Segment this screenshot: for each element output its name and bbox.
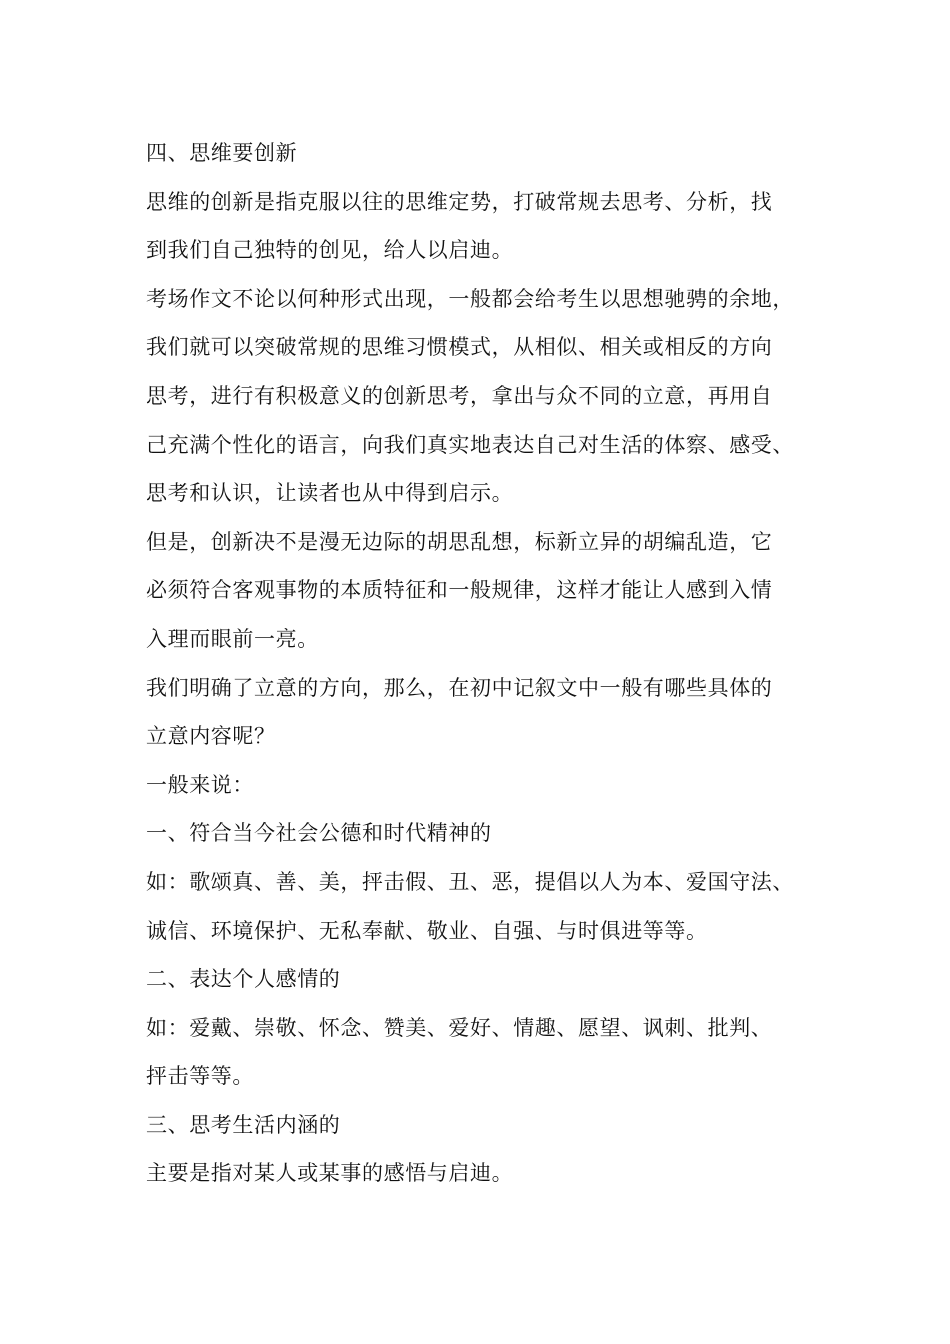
paragraph-line: 思考，进行有积极意义的创新思考，拿出与众不同的立意，再用自 xyxy=(146,383,773,408)
paragraph-line: 诚信、环境保护、无私奉献、敬业、自强、与时俱进等等。 xyxy=(146,918,708,943)
paragraph-line: 主要是指对某人或某事的感悟与启迪。 xyxy=(146,1161,514,1186)
paragraph-line: 立意内容呢？ xyxy=(146,724,276,749)
paragraph-line: 如：爱戴、崇敬、怀念、赞美、爱好、情趣、愿望、讽刺、批判、 xyxy=(146,1015,773,1040)
section-heading: 三、思考生活内涵的 xyxy=(146,1112,341,1137)
paragraph-line: 必须符合客观事物的本质特征和一般规律，这样才能让人感到入情 xyxy=(146,578,773,603)
paragraph-line: 一般来说： xyxy=(146,772,254,797)
paragraph-line: 思维的创新是指克服以往的思维定势，打破常规去思考、分析，找 xyxy=(146,189,773,214)
paragraph-line: 入理而眼前一亮。 xyxy=(146,626,319,651)
paragraph-line: 己充满个性化的语言，向我们真实地表达自己对生活的体察、感受、 xyxy=(146,432,794,457)
paragraph-line: 考场作文不论以何种形式出现，一般都会给考生以思想驰骋的余地， xyxy=(146,286,794,311)
paragraph-line: 我们就可以突破常规的思维习惯模式，从相似、相关或相反的方向 xyxy=(146,335,773,360)
paragraph-line: 我们明确了立意的方向，那么，在初中记叙文中一般有哪些具体的 xyxy=(146,675,773,700)
section-heading: 一、符合当今社会公德和时代精神的 xyxy=(146,821,492,846)
paragraph-line: 但是，创新决不是漫无边际的胡思乱想，标新立异的胡编乱造，它 xyxy=(146,529,773,554)
document-body xyxy=(146,129,836,1198)
paragraph-line: 抨击等等。 xyxy=(146,1064,254,1089)
section-heading: 二、表达个人感情的 xyxy=(146,967,341,992)
paragraph-line: 到我们自己独特的创见，给人以启迪。 xyxy=(146,238,514,263)
paragraph-line: 如：歌颂真、善、美，抨击假、丑、恶，提倡以人为本、爱国守法、 xyxy=(146,869,794,894)
section-heading: 四、思维要创新 xyxy=(146,141,298,165)
paragraph-line: 思考和认识，让读者也从中得到启示。 xyxy=(146,481,514,506)
